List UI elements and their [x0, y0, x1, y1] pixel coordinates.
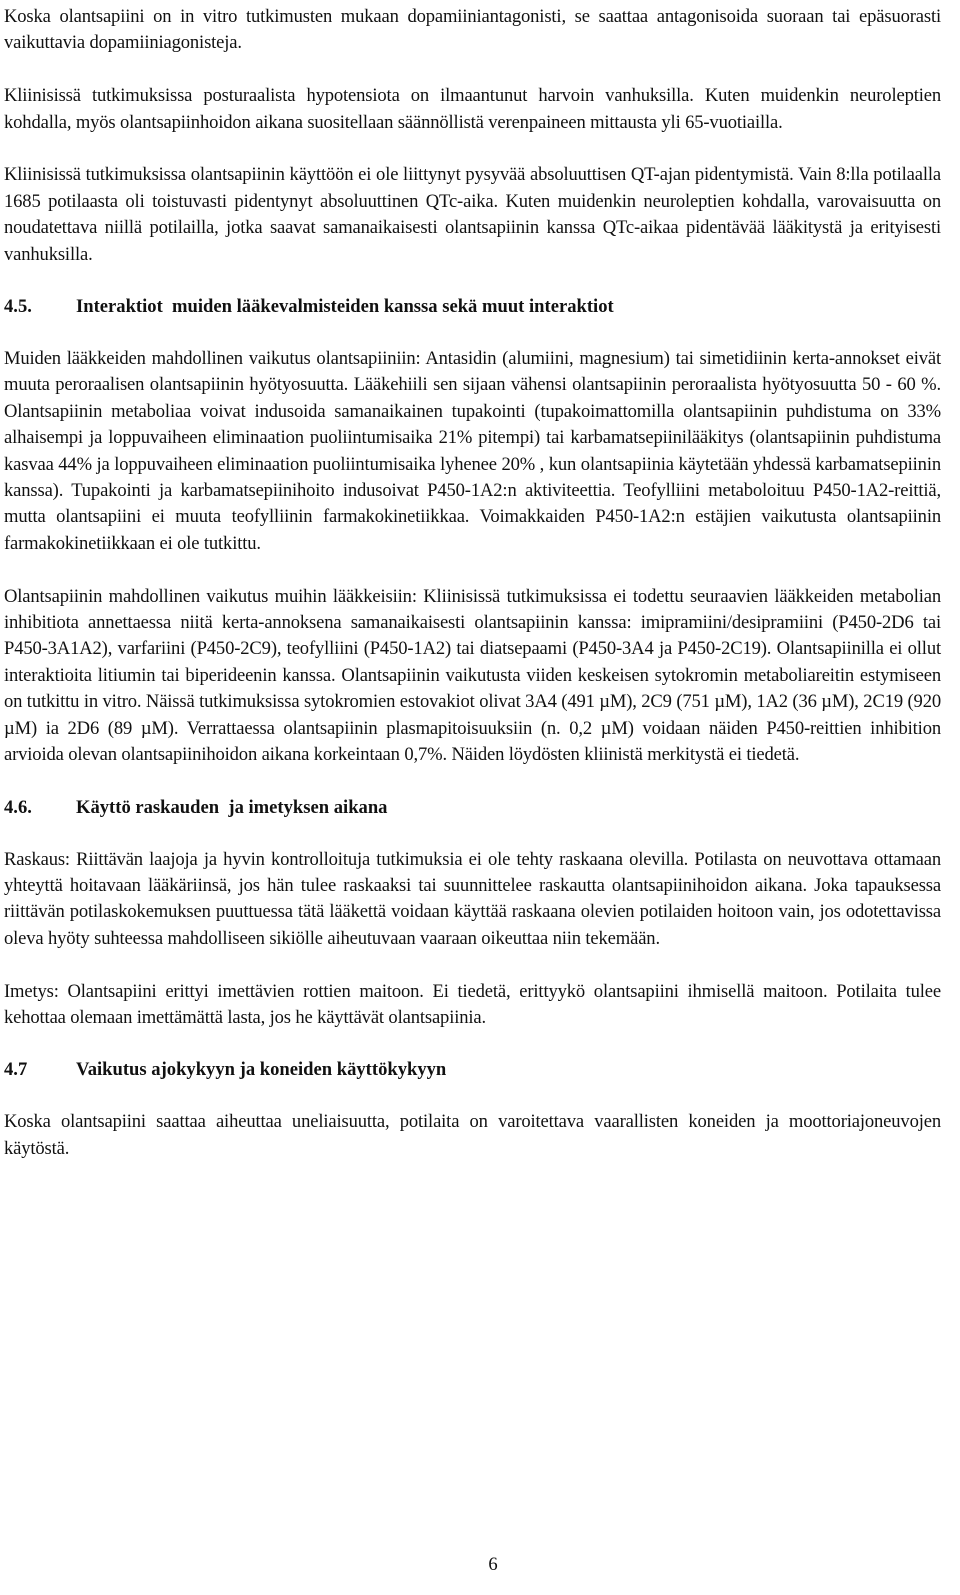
section-heading-4-5 — [4, 294, 941, 320]
paragraph-other-drugs-effect: Muiden lääkkeiden mahdollinen vaikutus olantsapiiniin: Antasidin (alumiini, magnesium) tai simetidiinin kerta-annokset eivät muuta peroraalisen olantsapiinin hyötyosuutta. Lääkehiili sen sijaan vähensi olantsapiinin peroraalista hyötyosuutta 50 - 60 %. Olantsapiinin metaboliaa voivat indusoida samanaikainen tupakointi (tupakoimattomilla olantsapiinin puhdistuma on 33% alhaisempi ja loppuvaiheen eliminaation puoliintumisaika 21% pitempi) tai karbamatsepiinilääkitys (olantsapiinin puhdistuma kasvaa 44% ja loppuvaiheen eliminaation puoliintumisaika lyhenee 20% , kun olantsapiinia käytetään yhdessä karbamatsepiinin kanssa). Tupakointi ja karbamatsepiinihoito indusoivat P450-1A2:n aktiviteettia. Teofylliini metaboloituu P450-1A2-reittiä, mutta olantsapiini ei muuta teofylliinin farmakokinetiikkaa. Voimakkaiden P450-1A2:n estäjien vaikutusta olantsapiinin farmakokinetiikkaan ei ole tutkittu. — [4, 348, 941, 554]
section-heading-4-7 — [4, 1057, 941, 1083]
paragraph-qt-interval: Kliinisissä tutkimuksissa olantsapiinin käyttöön ei ole liittynyt pysyvää absoluuttisen QT-ajan pidentymistä. Vain 8:lla potilaalla 1685 potilaasta oli toistuvasti pidentynyt absoluuttinen QTc-aika. Kuten muidenkin neuroleptien kohdalla, varovaisuutta on noudatettava niillä potilailla, jotka saavat samanaikaisesti olantsapiinin kanssa QTc-aikaa pidentävää lääkitystä ja erityisesti vanhuksilla. — [4, 164, 941, 265]
page-footer — [0, 1552, 960, 1578]
paragraph-driving: Koska olantsapiini saattaa aiheuttaa uneliaisuutta, potilaita on varoitettava vaarallisten koneiden ja moottoriajoneuvojen käytöstä. — [4, 1111, 941, 1159]
section-number: 4.7 — [4, 1059, 28, 1081]
paragraph-hypotension: Kliinisissä tutkimuksissa posturaalista hypotensiota on ilmaantunut harvoin vanhuksilla. Kuten muidenkin neuroleptien kohdalla, myös olantsapiinhoidon aikana suositellaan säännöllistä verenpaineen mittausta yli 65-vuotiailla. — [4, 85, 941, 133]
paragraph-dopamine-antagonist: Koska olantsapiini on in vitro tutkimusten mukaan dopamiiniantagonisti, se saattaa antagonisoida suoraan tai epäsuorasti vaikuttavia dopamiiniagonisteja. — [4, 6, 941, 54]
section-heading-4-6 — [4, 795, 941, 821]
section-title: Käyttö raskauden ja imetyksen aikana — [76, 796, 388, 818]
page-number: 6 — [488, 1554, 498, 1575]
section-title: Vaikutus ajokykyyn ja koneiden käyttökykyyn — [76, 1059, 447, 1081]
paragraph-effect-on-other-drugs: Olantsapiinin mahdollinen vaikutus muihin lääkkeisiin: Kliinisissä tutkimuksissa ei todettu seuraavien lääkkeiden metabolian inhibitiota annettaessa niitä kerta-annoksena samanaikaisesti olantsapiinin kanssa: imipramiini/desipramiini (P450-2D6 tai P450-3A1A2), varfariini (P450-2C9), teofylliini (P450-1A2) tai diatsepaami (P450-3A4 ja P450-2C19). Olantsapiinilla ei ollut interaktioita litiumin tai biperideenin kanssa. Olantsapiinin vaikutusta viiden keskeisen sytokromin metaboliareitin estymiseen on tutkittu in vitro. Näissä tutkimuksissa sytokromien estovakiot olivat 3A4 (491 µM), 2C9 (751 µM), 1A2 (36 µM), 2C19 (920 µM) ia 2D6 (89 µM). Verrattaessa olantsapiinin plasmapitoisuuksiin (n. 0,2 µM) voidaan näiden P450-reittien inhibition arvioida olevan olantsapiinihoidon aikana korkeintaan 0,7%. Näiden löydösten kliinistä merkitystä ei tiedetä. — [4, 585, 941, 766]
paragraph-pregnancy: Raskaus: Riittävän laajoja ja hyvin kontrolloituja tutkimuksia ei ole tehty raskaana olevilla. Potilasta on neuvottava ottamaan yhteyttä hoitavaan lääkäriinsä, jos hän tulee raskaaksi tai suunnittelee raskautta olantsapiinihoidon aikana. Joka tapauksessa riittävän potilaskokemuksen puuttuessa tätä lääkettä voidaan käyttää raskaana olevien potilaiden hoitoon vain, jos odotettavissa oleva hyöty suhteessa mahdolliseen sikiölle aiheutuvaan vaaraan oikeuttaa niin tekemään. — [4, 848, 941, 949]
section-title: Interaktiot muiden lääkevalmisteiden kanssa sekä muut interaktiot — [76, 296, 614, 318]
section-number: 4.5. — [4, 296, 32, 318]
section-number: 4.6. — [4, 796, 32, 818]
document-body — [4, 4, 941, 1162]
paragraph-lactation: Imetys: Olantsapiini erittyi imettävien rottien maitoon. Ei tiedetä, erittyykö olantsapiini ihmisellä maitoon. Potilaita tulee kehottaa olemaan imettämättä lasta, jos he käyttävät olantsapiinia. — [4, 980, 941, 1028]
